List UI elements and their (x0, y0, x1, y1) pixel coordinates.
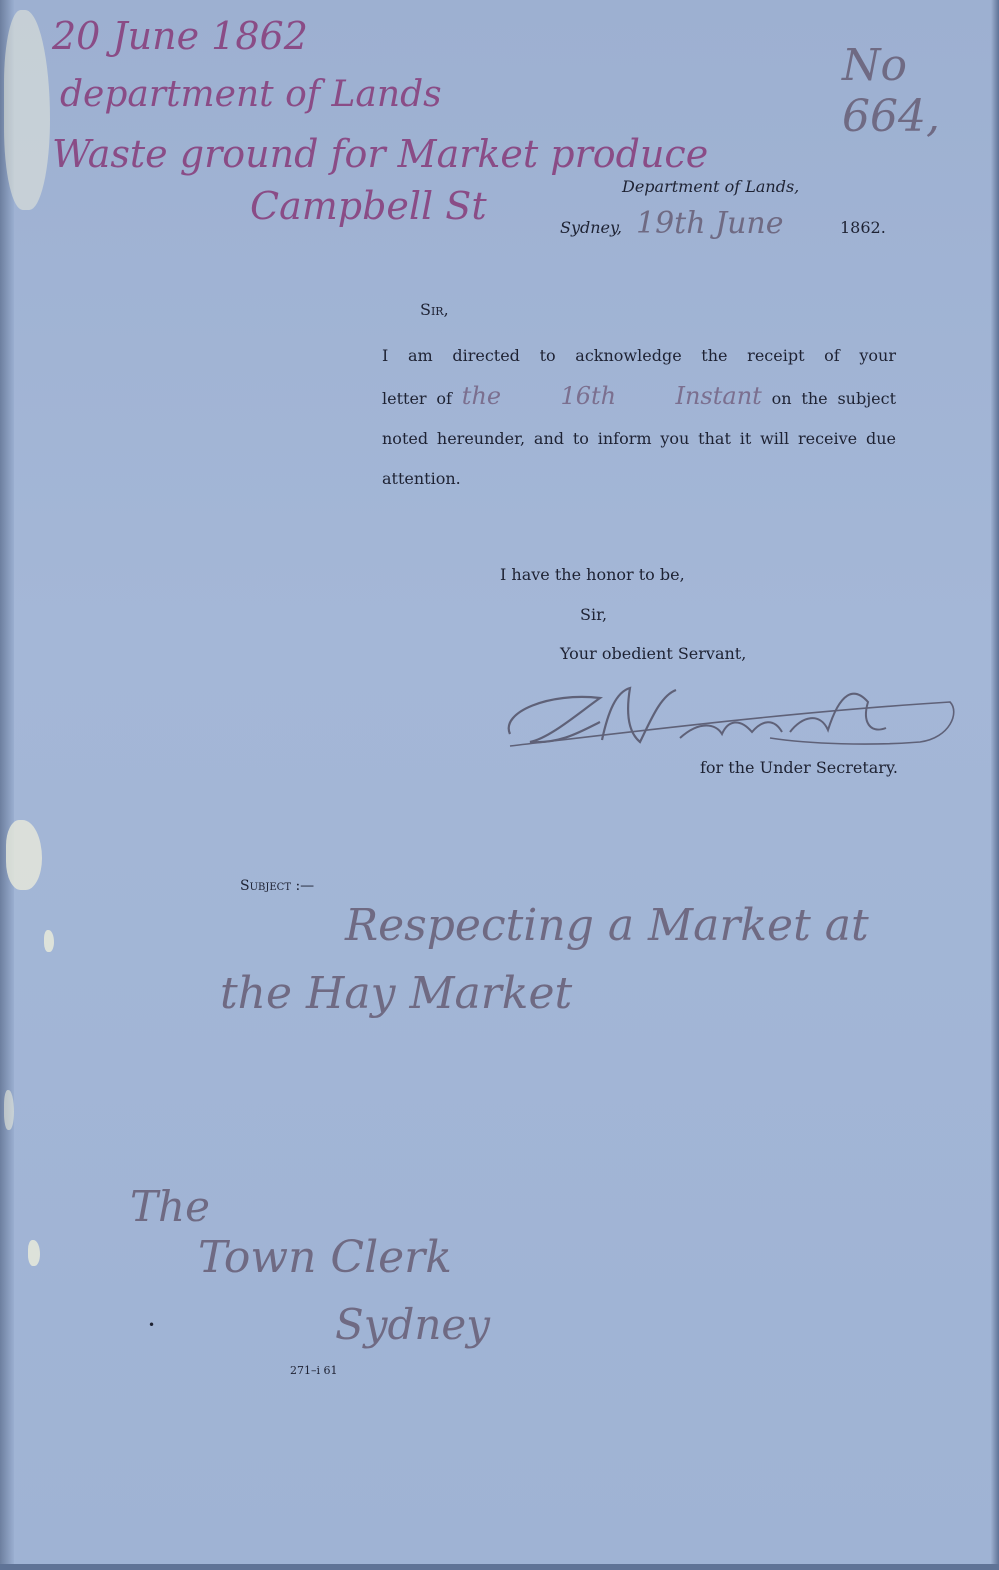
form-number: 271–i 61 (290, 1364, 338, 1377)
body-line-4: attention. (382, 469, 461, 488)
paper-edge-left (0, 0, 14, 1570)
paper-stain (44, 930, 54, 952)
annotation-number: No 664, (842, 40, 940, 142)
paper-stain (28, 1240, 40, 1266)
body-line-2-prefix: letter of (382, 389, 452, 408)
body-line-2 (382, 376, 896, 419)
addressee-line-1: The (130, 1182, 210, 1231)
body-paragraph (382, 336, 896, 499)
letter-date-handwritten: the 16th Instant (461, 382, 762, 410)
place-label: Sydney, (560, 218, 623, 237)
date-handwritten: 19th June (636, 206, 784, 241)
subject-line-1: Respecting a Market at (345, 900, 869, 951)
paper-stain (4, 1090, 14, 1130)
addressee-line-2: Town Clerk (198, 1232, 452, 1283)
paper-stain (6, 820, 42, 890)
subject-label: Subject :— (240, 878, 315, 894)
body-line-1: I am directed to acknowledge the receipt of your (382, 346, 896, 365)
year-label: 1862. (840, 218, 886, 237)
signatory-role: for the Under Secretary. (700, 758, 898, 777)
body-line-2-suffix: on the subject (771, 389, 897, 408)
dot-mark: • (148, 1318, 156, 1332)
annotation-waste-ground: Waste ground for Market produce (52, 132, 709, 176)
annotation-campbell-st: Campbell St (250, 184, 487, 228)
addressee-line-3: Sydney (335, 1300, 491, 1349)
paper-edge-right (991, 0, 999, 1570)
paper-stain (4, 10, 50, 210)
closing-honor: I have the honor to be, (500, 565, 685, 584)
subject-line-2: the Hay Market (220, 968, 573, 1019)
paper-edge-bottom (0, 1564, 999, 1570)
closing-servant: Your obedient Servant, (560, 644, 747, 663)
body-line-3: noted hereunder, and to inform you that it will receive due (382, 429, 896, 448)
annotation-department: department of Lands (60, 74, 442, 115)
annotation-date: 20 June 1862 (52, 14, 308, 58)
closing-sir: Sir, (580, 605, 608, 624)
department-heading: Department of Lands, (622, 177, 800, 196)
salutation: Sir, (420, 300, 449, 319)
signature (490, 672, 970, 762)
